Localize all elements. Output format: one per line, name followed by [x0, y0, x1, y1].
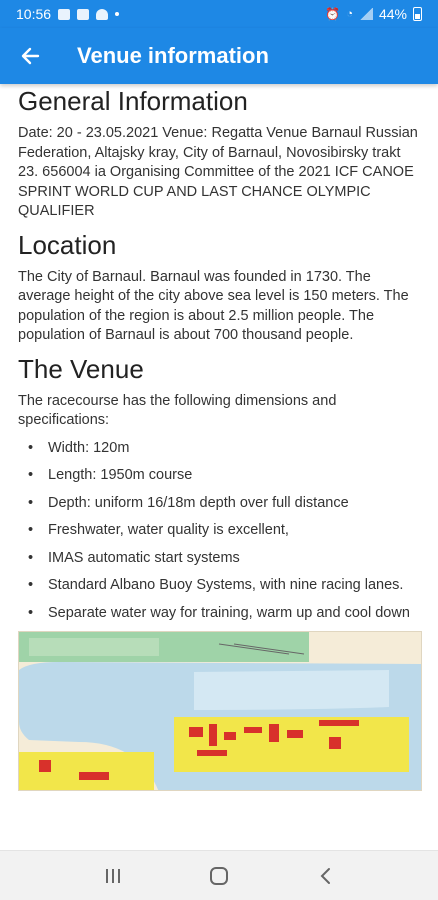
list-item: • Standard Albano Buoy Systems, with nine racing lanes.	[18, 576, 420, 596]
recents-button[interactable]	[93, 856, 133, 896]
venue-specs-list	[18, 439, 420, 624]
people-icon	[96, 9, 108, 20]
location-heading: Location	[18, 229, 117, 260]
image-icon	[58, 9, 70, 20]
recents-icon	[106, 869, 120, 883]
list-item: • Freshwater, water quality is excellent,	[18, 521, 420, 541]
alarm-icon: ⏰	[325, 7, 341, 21]
list-item: • Width: 120m	[18, 439, 420, 459]
list-item: • Length: 1950m course	[18, 466, 420, 486]
app-bar	[0, 28, 438, 84]
news-icon	[77, 9, 89, 20]
list-item: • Separate water way for training, warm up and cool down	[18, 604, 420, 624]
status-bar	[0, 0, 438, 28]
dot-icon	[115, 12, 119, 16]
system-nav-bar	[0, 850, 438, 900]
list-item: • Depth: uniform 16/18m depth over full distance	[18, 494, 420, 514]
signal-icon	[359, 8, 373, 20]
battery-icon	[413, 7, 422, 21]
back-nav-icon	[319, 867, 331, 885]
venue-map-image	[18, 631, 422, 791]
content-scroll[interactable]	[0, 84, 438, 850]
status-time: 10:56	[16, 6, 52, 22]
arrow-back-icon	[20, 46, 40, 66]
home-icon	[210, 867, 228, 885]
venue-heading: The Venue	[18, 353, 144, 384]
page-title: Venue information	[77, 43, 269, 68]
general-text: Date: 20 - 23.05.2021 Venue: Regatta Venue Barnaul Russian Federation, Altajsky kray, City of Barnaul, Novosibirsky trakt 23. 656004 ia Organising Committee of the 2021 ICF CANOE SPRINT WORLD CUP AND LAST CHANCE OLYMPIC QUALIFIER	[18, 125, 418, 219]
back-nav-button[interactable]	[305, 856, 345, 896]
status-battery-text: 44%	[378, 6, 407, 22]
venue-map-graphic	[19, 632, 422, 791]
location-text: The City of Barnaul. Barnaul was founded in 1730. The average height of the city above sea level is 150 meters. The population of the region is about 2.5 million people. The population of Barnaul is about 700 thousand people.	[18, 268, 409, 343]
home-button[interactable]	[199, 856, 239, 896]
list-item: • IMAS automatic start systems	[18, 549, 420, 569]
venue-intro: The racecourse has the following dimensions and specifications:	[18, 392, 337, 428]
back-button[interactable]	[0, 28, 60, 84]
wifi-icon: ◔	[346, 8, 353, 20]
general-heading: General Information	[18, 86, 248, 116]
